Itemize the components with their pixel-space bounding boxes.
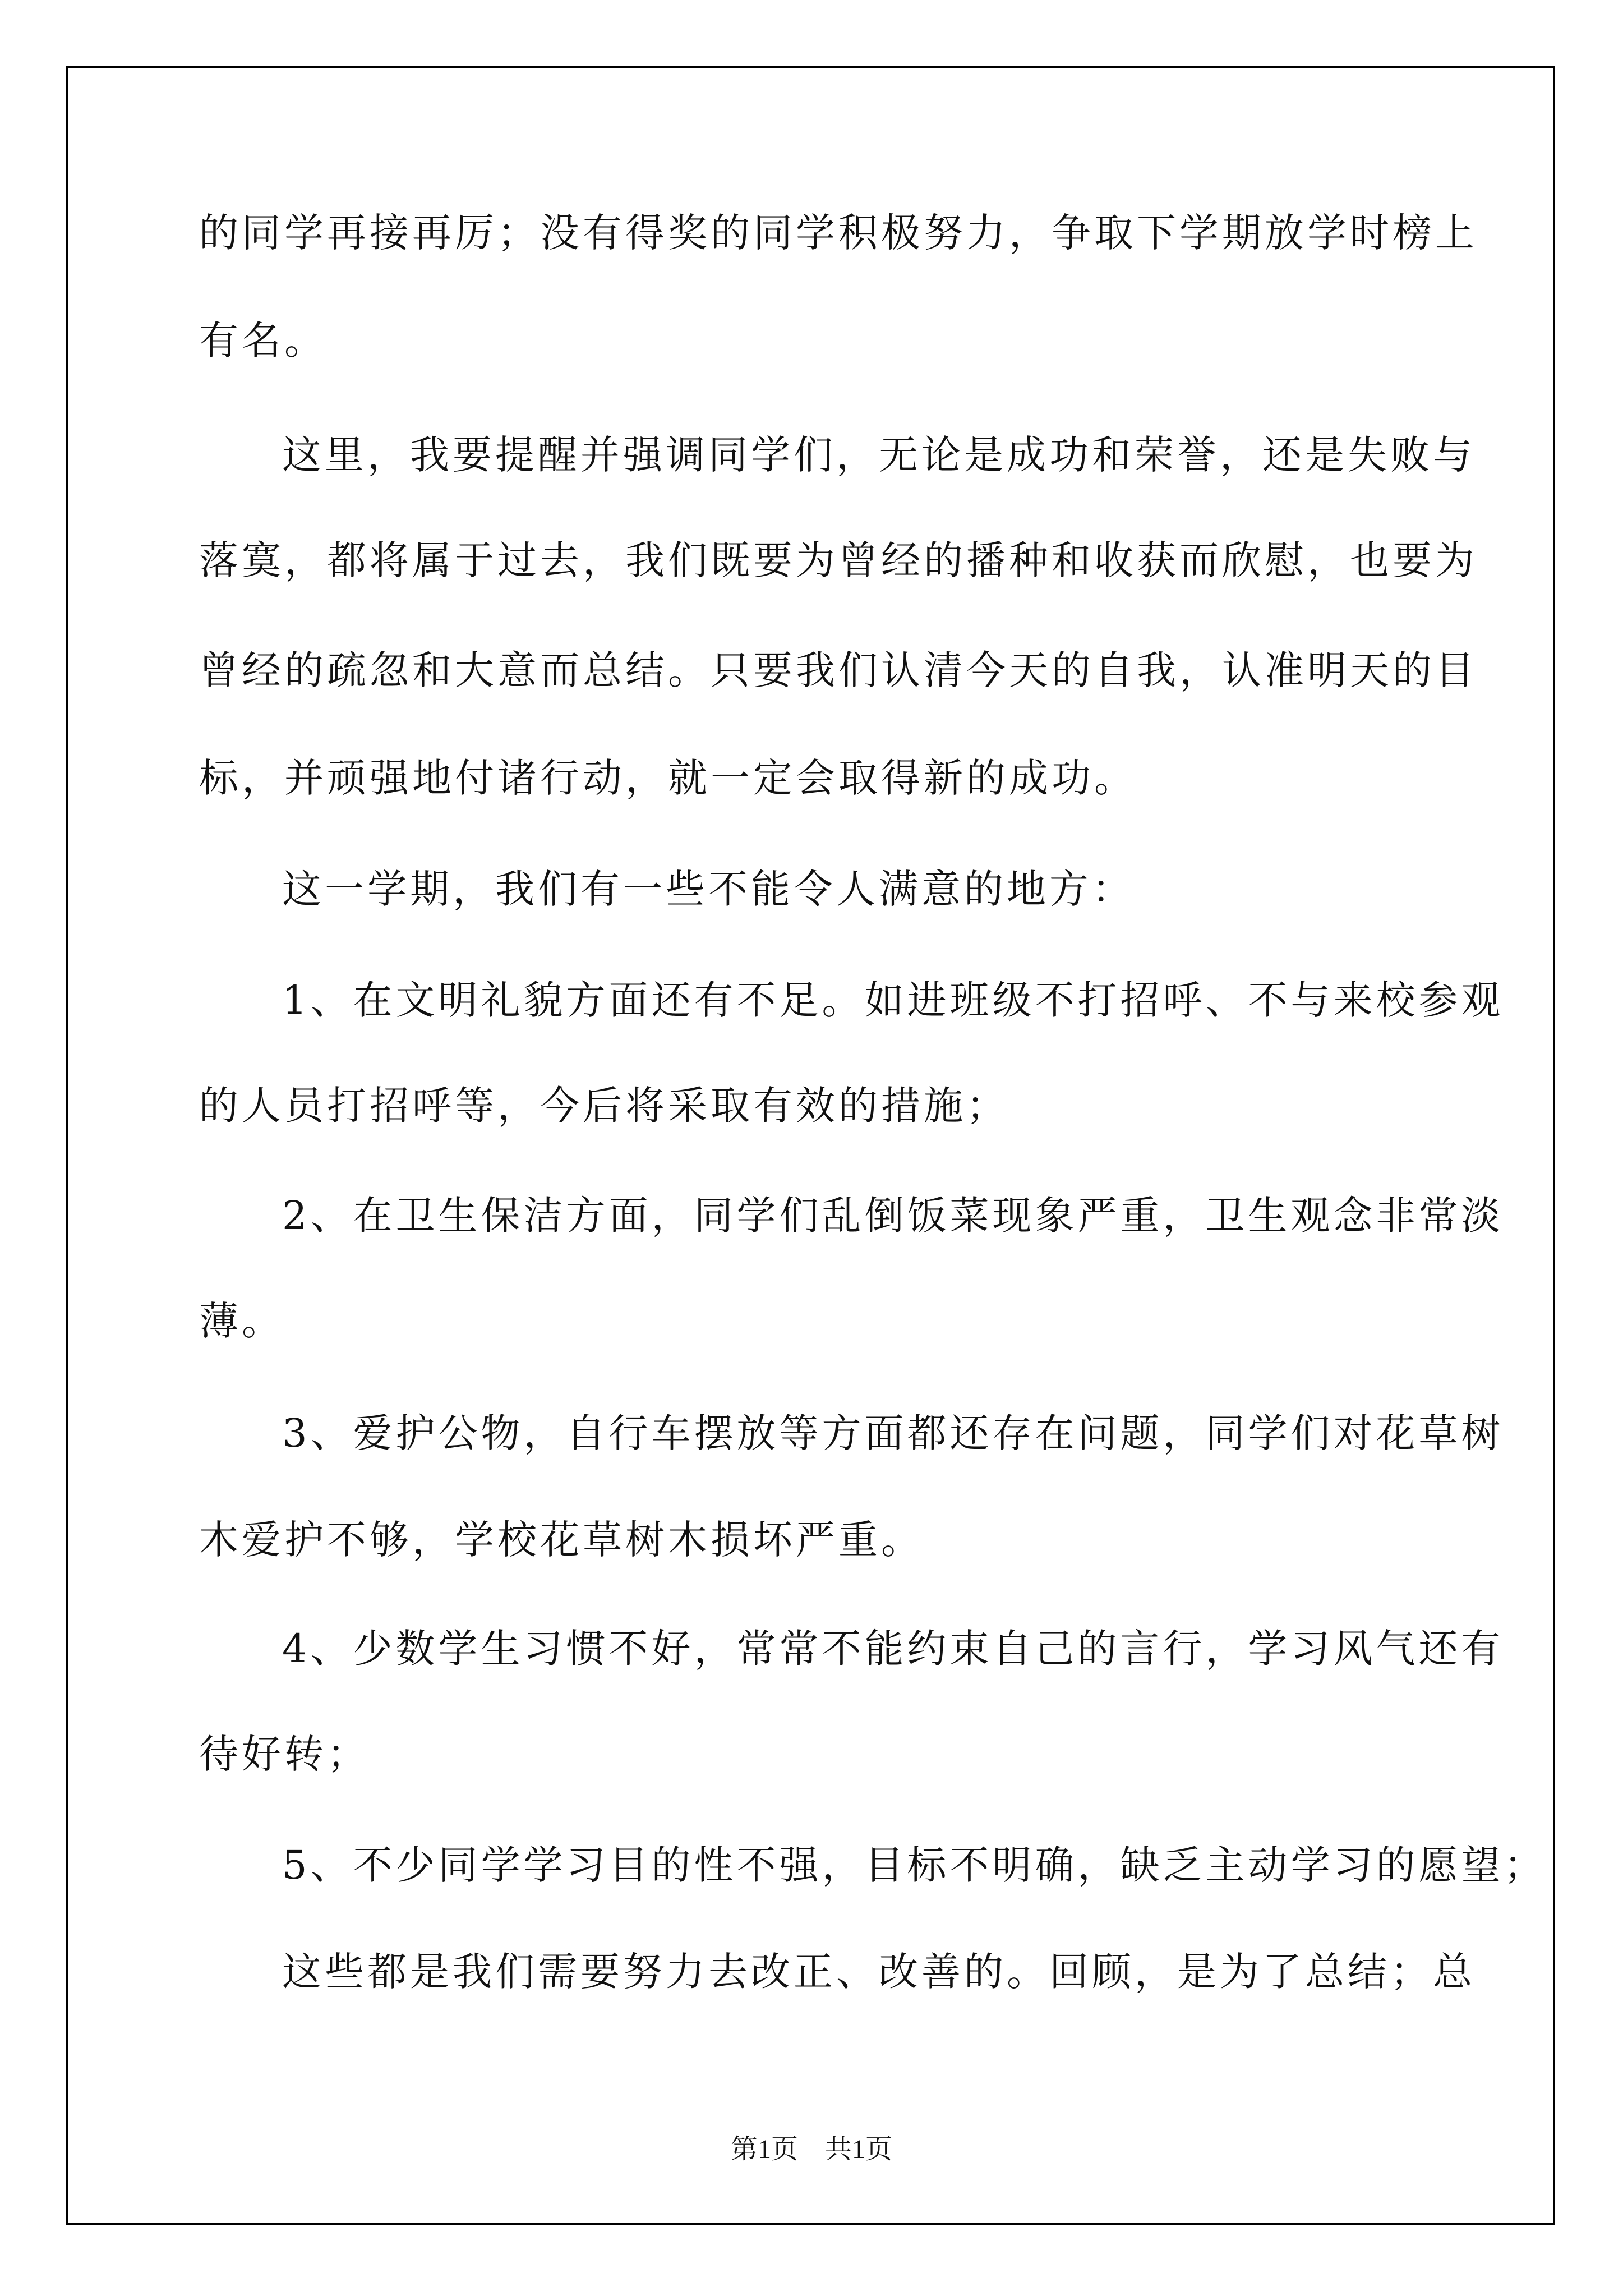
text-line: 这一学期，我们有一些不能令人满意的地方： [282, 866, 1135, 912]
text-line: 有名。 [199, 318, 327, 364]
text-line: 的人员打招呼等，今后将采取有效的措施； [199, 1083, 1009, 1129]
text-line: 这里，我要提醒并强调同学们，无论是成功和荣誉，还是失败与 [282, 432, 1476, 478]
text-line: 曾经的疏忽和大意而总结。只要我们认清今天的自我，认准明天的目 [199, 647, 1478, 693]
text-line: 的同学再接再厉；没有得奖的同学积极努力，争取下学期放学时榜上 [199, 210, 1478, 256]
text-line: 待好转； [199, 1731, 370, 1777]
page-number: 第1页 共1页 [730, 2134, 892, 2164]
text-line: 落寞，都将属于过去，我们既要为曾经的播种和收获而欣慰，也要为 [199, 537, 1478, 583]
text-line: 4、少数学生习惯不好，常常不能约束自己的言行，学习风气还有 [282, 1626, 1504, 1672]
text-line: 3、爱护公物，自行车摆放等方面都还存在问题，同学们对花草树 [282, 1410, 1504, 1456]
text-line: 2、在卫生保洁方面，同学们乱倒饭菜现象严重，卫生观念非常淡 [282, 1193, 1504, 1239]
text-line: 薄。 [199, 1298, 284, 1344]
text-line: 这些都是我们需要努力去改正、改善的。回顾，是为了总结；总 [282, 1949, 1476, 1995]
text-line: 标，并顽强地付诸行动，就一定会取得新的成功。 [199, 755, 1137, 801]
text-line: 5、不少同学学习目的性不强，目标不明确，缺乏主动学习的愿望； [282, 1842, 1547, 1888]
text-line: 1、在文明礼貌方面还有不足。如进班级不打招呼、不与来校参观 [282, 977, 1504, 1023]
text-line: 木爱护不够，学校花草树木损坏严重。 [199, 1517, 924, 1563]
page-border [66, 66, 1555, 2225]
